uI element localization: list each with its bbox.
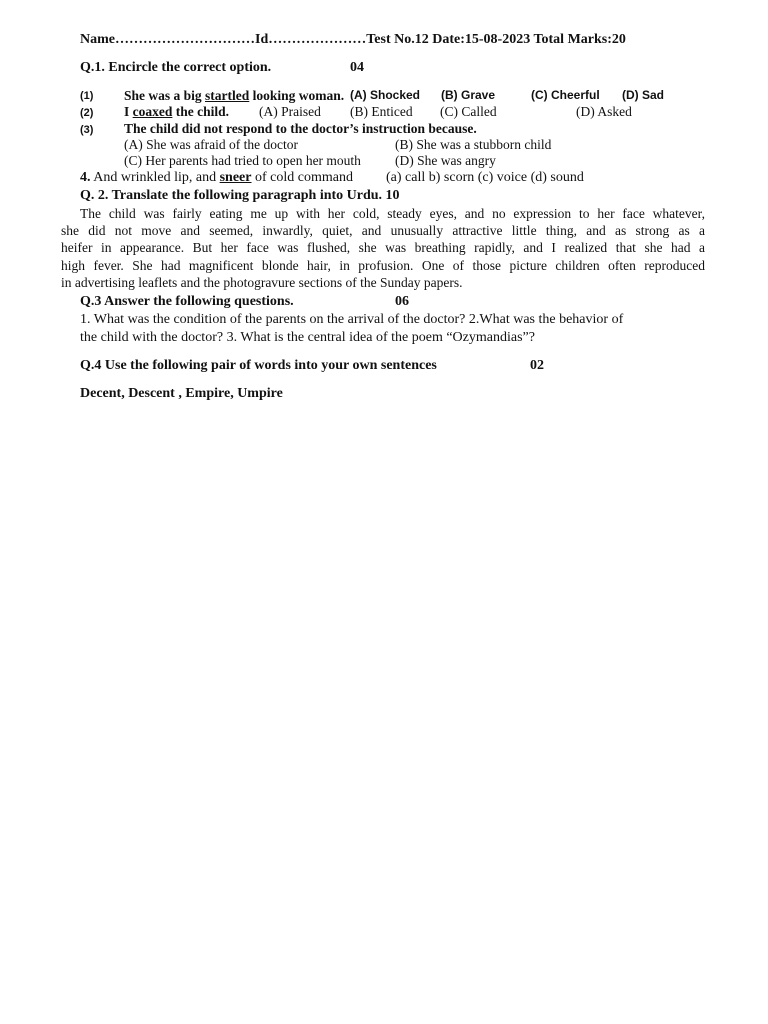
q3-marks: 06 — [395, 294, 409, 309]
test-number: Test No.12 — [366, 32, 429, 47]
q1-item-1-number: (1) — [80, 90, 94, 102]
q2-paragraph-line-3: heifer in appearance. But her face was flushed, she was breathing rapidly, and I realized that she had a — [61, 240, 705, 255]
q1-heading — [80, 59, 271, 76]
q1-item-3-option-d: (D) She was angry — [395, 153, 496, 168]
q4-heading: Q.4 Use the following pair of words into your own sentences — [80, 358, 437, 373]
q2-paragraph-line-5: in advertising leaflets and the photogravure sections of the Sunday papers. — [61, 275, 463, 290]
q3-questions-line-1: 1. What was the condition of the parents on the arrival of the doctor? 2.What was the behavior of — [80, 312, 624, 327]
underlined-word: startled — [205, 88, 250, 103]
underlined-word: coaxed — [132, 104, 173, 119]
q1-item-3-option-c: (C) Her parents had tried to open her mouth — [124, 153, 361, 168]
q1-item-4-stem — [80, 169, 353, 186]
q1-item-3-option-b: (B) She was a stubborn child — [395, 137, 552, 152]
stem-text: I — [124, 104, 133, 119]
q3-heading: Q.3 Answer the following questions. — [80, 294, 294, 309]
q1-item-2-option-b: (B) Enticed — [350, 104, 413, 119]
stem-text: looking woman. — [249, 88, 345, 103]
q1-item-1-option-a: (A) Shocked — [350, 88, 421, 102]
stem-text: And wrinkled lip, and — [90, 170, 220, 185]
total-marks: Total Marks:20 — [533, 32, 626, 47]
stem-text: She was a big — [124, 88, 206, 103]
q1-item-1-stem — [124, 87, 344, 104]
stem-text: of cold command — [251, 170, 353, 185]
q1-item-2-option-d: (D) Asked — [576, 104, 632, 119]
q3-questions-line-2: the child with the doctor? 3. What is the central idea of the poem “Ozymandias”? — [80, 330, 535, 345]
q1-marks: 04 — [350, 60, 364, 75]
q2-paragraph-line-1: The child was fairly eating me up with her cold, steady eyes, and no expression to her face whatever, — [80, 206, 705, 221]
q1-item-1-option-c: (C) Cheerful — [531, 88, 600, 102]
q1-item-3-option-a: (A) She was afraid of the doctor — [124, 137, 298, 152]
q1-item-2-number: (2) — [80, 107, 94, 119]
q1-item-4-options: (a) call b) scorn (c) voice (d) sound — [386, 170, 584, 185]
q4-marks: 02 — [530, 358, 544, 373]
name-field-label: Name………………………… — [80, 32, 255, 47]
q1-item-2-option-a: (A) Praised — [259, 104, 321, 119]
test-date: Date:15-08-2023 — [432, 32, 531, 47]
q4-word-list: Decent, Descent , Empire, Umpire — [80, 386, 283, 401]
id-field-label: Id………………… — [255, 32, 367, 47]
q2-paragraph-line-4: high fever. She had magnificent blonde hair, in profusion. One of those picture children often reproduced — [61, 258, 705, 273]
q2-paragraph-line-2: she did not move and seemed, inwardly, quiet, and unusually attractive little thing, and as strong as a — [61, 223, 705, 238]
q1-heading-text: Q.1. Encircle the correct option. — [80, 60, 272, 75]
header-line — [80, 31, 626, 48]
q1-item-1-option-d: (D) Sad — [622, 88, 664, 102]
q1-item-3-stem: The child did not respond to the doctor’s instruction because. — [124, 121, 477, 136]
stem-text: the child. — [172, 104, 230, 119]
q1-item-3-number: (3) — [80, 124, 94, 136]
q1-item-4-number: 4. — [80, 170, 91, 185]
q1-item-2-option-c: (C) Called — [440, 104, 497, 119]
q1-item-1-option-b: (B) Grave — [441, 88, 496, 102]
q2-heading: Q. 2. Translate the following paragraph into Urdu. 10 — [80, 188, 400, 203]
q1-item-2-stem — [124, 103, 229, 120]
underlined-word: sneer — [219, 170, 252, 185]
